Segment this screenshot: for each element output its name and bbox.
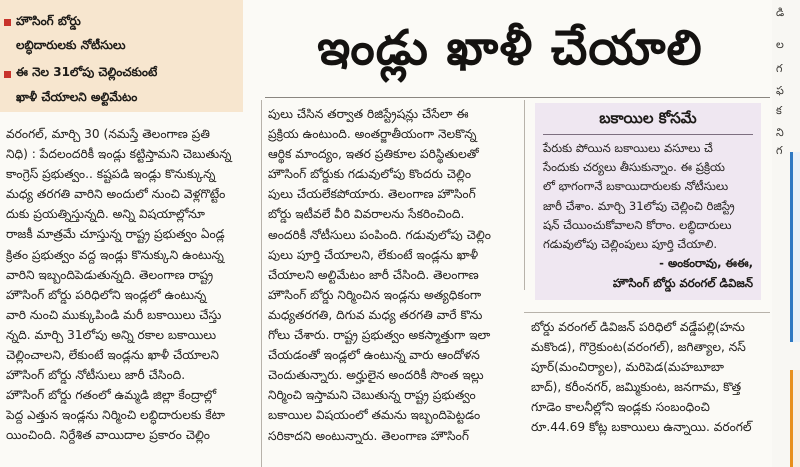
article-line: క్రితం ప్రభుత్వం వద్ద ఇండ్లు కొనుక్కుని ఉంటున్న xyxy=(6,247,224,262)
article-line: రూ.44.69 కోట్ల బకాయిలు ఉన్నాయి. వరంగల్ xyxy=(531,420,752,435)
article-line: గూడెం కాలనీల్లోని ఇండ్లకు సంబంధించి xyxy=(531,400,710,415)
adjacent-article-char: క xyxy=(776,104,782,117)
adjacent-article-char: ని xyxy=(776,126,784,139)
adjacent-article-char: ల xyxy=(776,38,784,51)
highlights-box xyxy=(0,0,243,112)
article-line: బాద్), కరీంనగర్, జమ్మికుంట, జనగామ, కొత్త xyxy=(531,380,742,395)
quote-line: జారీ చేశాం. మార్చి 31లోపు చెల్లించి రిజిస్ట్రే xyxy=(543,198,735,213)
article-line: మధ్యతరగతి, దిగువ మధ్య తరగతి వారే కొను xyxy=(268,307,483,322)
article-line: నిర్మించి ఇస్తామని చెబుతున్న రాష్ట్ర ప్రభుత్వం xyxy=(268,388,476,403)
article-line: ఆర్థిక మాంద్యం, ఇతర ప్రతికూల పరిస్థితులతో xyxy=(268,147,479,162)
box-divider xyxy=(524,312,770,313)
column-divider xyxy=(524,100,525,290)
article-line: హౌసింగ్ బోర్డు నోటీసులు జారీ చేసింది. xyxy=(6,368,186,383)
article-line: హౌసింగ్ బోర్డు గతంలో ఉమ్మడి జిల్లా కేంద్రాల్లో xyxy=(6,388,217,403)
article-line: యించింది. నిర్దేశిత వాయిదాల ప్రకారం చెల్లిం xyxy=(6,428,210,443)
headline: ఇండ్లు ఖాళీ చేయాలి xyxy=(317,20,703,76)
article-line: పెద్ద ఎత్తున ఇండ్లను నిర్మించి లబ్ధిదారులకు కేటా xyxy=(6,408,225,423)
highlight-1-line-1: హౌసింగ్ బోర్డు xyxy=(16,14,81,28)
quote-line: గడువులోపు చెల్లింపులు పూర్తి చేయాలి. xyxy=(543,236,718,251)
article-line: గోలు చేశారు. రాష్ట్ర ప్రభుత్వం అకస్మాత్తుగా ఇలా xyxy=(268,328,491,343)
article-line: న్నది. మార్చి 31లోపు అన్ని రకాల బకాయిలు xyxy=(6,327,217,342)
quote-line: సేందుకు చర్యలు తీసుకున్నాం. ఈ ప్రక్రియ xyxy=(543,160,725,175)
quote-line: షన్ చేయించుకోవాలని కోరాం. లబ్ధిదారులు xyxy=(543,217,732,232)
article-line: బోర్డు ఇటీవలే వీరి వివరాలను సేకరించింది. xyxy=(268,207,465,222)
article-line: ప్రక్రియ ఉంటుంది. అంతర్జాతీయంగా నెలకొన్న xyxy=(268,127,477,142)
article-line: చేయడంతో ఇండ్లలో ఉంటున్న వారు ఆందోళన xyxy=(268,348,480,363)
article-line: మధ్య తరగతి వారిని అందులో నుంచి వెళ్లగొట్టేం xyxy=(6,187,226,202)
article-line: వరంగల్, మార్చి 30 (నమస్తే తెలంగాణ ప్రతి xyxy=(6,127,210,141)
headline-rule xyxy=(265,97,770,98)
article-line: హౌసింగ్ బోర్డుకు గడువులోపు కొందరు చెల్లిం xyxy=(268,167,472,182)
bullet-icon xyxy=(4,19,11,26)
highlight-1-line-2: లబ్ధిదారులకు నోటీసులు xyxy=(16,38,126,52)
quote-signature-role: హౌసింగ్ బోర్డు వరంగల్ డివిజన్ xyxy=(612,276,753,290)
quote-line: పేరుకు పోయిన బకాయిలు వసూలు చే xyxy=(543,141,713,155)
article-line: పూర్(మంచిర్యాల), మరిపెడ(మహబూబా xyxy=(531,360,724,375)
article-line: పులు చేయలేకపోయారు. తెలంగాణ హౌసింగ్ xyxy=(268,187,476,202)
quote-line: లో భాగంగానే బకాయిదారులకు నోటీసులు xyxy=(543,179,729,194)
article-line: రాజకీ మాత్రమే చూస్తున్న రాష్ట్ర ప్రభుత్వం ఏండ్ల xyxy=(6,227,225,242)
adjacent-box-blue xyxy=(790,152,800,342)
article-line: సరికాదని అంటున్నారు. తెలంగాణ హౌసింగ్ xyxy=(268,428,469,443)
article-line: చెందుతున్నారు. అర్హులైన అందరికీ సొంత ఇల్లు xyxy=(268,368,484,383)
article-line: మకొండ), గొర్రెకుంట(వరంగల్), జగిత్యాల, నస్ xyxy=(531,340,746,355)
article-line: వారి నుంచి ముక్కుపిండి మరీ బకాయిలు చేస్తు xyxy=(6,307,222,322)
article-line: కాంగ్రెస్ ప్రభుత్వం.. కష్టపడి ఇండ్లు కొనుక్కున్న xyxy=(6,167,216,182)
article-line: చెల్లించాలని, లేకుంటే ఇండ్లను ఖాళీ చేయాలని xyxy=(6,348,219,363)
adjacent-box-orange xyxy=(790,370,800,467)
article-line: వారిని ఇబ్బందిపెడుతున్నది. తెలంగాణ రాష్ట్ర xyxy=(6,267,214,282)
quote-box-title: బకాయిల కోసమే xyxy=(599,109,697,127)
quote-text xyxy=(543,139,735,254)
article-line: బకాయిల విషయంలో తమను ఇబ్బందిపెట్టడం xyxy=(268,408,481,423)
article-line: హౌసింగ్ బోర్డు నిర్మించిన ఇండ్లను అత్యధికంగా xyxy=(268,287,482,302)
article-line: పులు పూర్తి చేయాలని, లేకుంటే ఇండ్లను ఖాళీ xyxy=(268,247,479,262)
adjacent-article-edge xyxy=(772,0,800,467)
article-column-3 xyxy=(531,317,769,438)
article-line: బోర్డు వరంగల్ డివిజన్ పరిధిలో వడ్డేపల్లి(హను xyxy=(531,320,745,334)
article-line: నిధి) : పేదలందరికీ ఇండ్లు కట్టిస్తామని చెబుతున్న xyxy=(6,147,232,162)
article-column-2 xyxy=(268,104,520,446)
bullet-icon xyxy=(4,71,11,78)
article-line: చేయాలని అల్టిమేటం జారీ చేసింది. తెలంగాణ xyxy=(268,267,479,282)
highlight-2-line-1: ఈ నెల 31లోపు చెల్లించకుంటే xyxy=(16,65,158,79)
highlight-2-line-2: ఖాళీ చేయాలని అల్టిమేటం xyxy=(16,90,138,104)
adjacent-article-char: గ xyxy=(776,144,783,157)
adjacent-article-char: ఫ xyxy=(776,84,784,97)
article-line: దుకు ప్రయత్నిస్తున్నది. అన్ని విషయాల్లోనూ xyxy=(6,207,205,222)
quote-box-rule xyxy=(543,134,753,135)
adjacent-article-char: డి xyxy=(776,6,785,19)
adjacent-article-char: గ xyxy=(776,62,783,75)
article-line: హౌసింగ్ బోర్డు పరిధిలోని ఇండ్లలో ఉంటున్న xyxy=(6,287,207,302)
article-line: పులు చేసిన తర్వాత రిజిస్ట్రేషన్లు చేసేలా ఈ xyxy=(268,107,469,121)
article-column-1 xyxy=(6,124,254,446)
article-line: అందరికీ నోటీసులు పంపింది. గడువులోపు చెల్లిం xyxy=(268,227,491,242)
column-divider xyxy=(261,100,262,467)
quote-box xyxy=(535,103,761,300)
quote-signature-name: - అంకంరావు, ఈఈ, xyxy=(659,256,753,270)
